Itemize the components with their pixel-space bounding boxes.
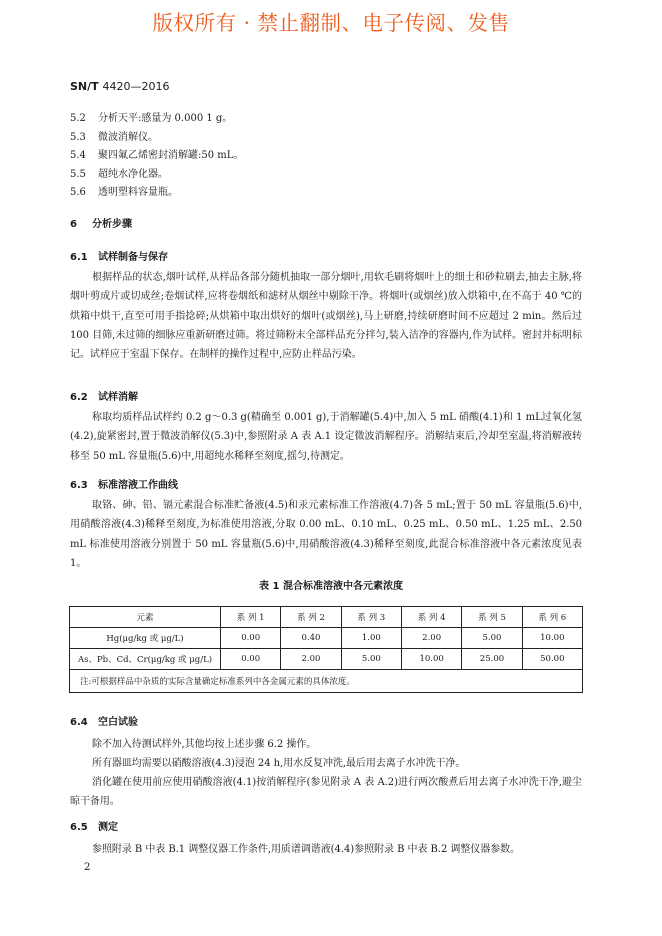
- table-cell: Hg(μg/kg 或 μg/L): [70, 628, 221, 649]
- header-cell: 系 列 5: [462, 607, 522, 628]
- table-1-caption: 表 1 混合标准溶液中各元素浓度: [259, 581, 403, 592]
- section-title: 分析步骤: [92, 219, 132, 230]
- item-text: 超纯水净化器。: [98, 168, 168, 180]
- section-6-3-heading: [70, 476, 178, 491]
- section-title: 试样制备与保存: [98, 252, 168, 263]
- section-number: 6: [70, 219, 77, 230]
- header-cell: 系 列 4: [401, 607, 461, 628]
- item-text: 聚四氟乙烯密封消解罐:50 mL。: [98, 150, 244, 161]
- section-6-2-heading: [70, 388, 138, 403]
- section-6-5-text: 参照附录 B 中表 B.1 调整仪器工作条件,用质谱调谐液(4.4)参照附录 B 中表 B.2 调整仪器参数。: [92, 844, 521, 855]
- table-cell: 0.00: [221, 628, 281, 649]
- header-cell: 系 列 1: [221, 607, 281, 628]
- section-number: 6.2: [70, 392, 88, 403]
- section-6-heading: [70, 215, 132, 230]
- table-cell: 25.00: [462, 649, 522, 670]
- header-cell: 系 列 3: [341, 607, 401, 628]
- section-number: 6.5: [70, 822, 88, 833]
- section-6-1-text: 根据样品的状态,烟叶试样,从样品各部分随机抽取一部分烟叶,用软毛刷将烟叶上的细土和砂粒刷去,抽去主脉,将烟叶剪成片或切成丝;卷烟试样,应将卷烟纸和滤材从烟丝中剔除干净。将烟叶(或烟丝)放入烘箱中,在不高于 40 ℃的烘箱中烘干,直至可用手指捻碎;从烘箱中取出烘好的烟叶(或烟丝),马上研磨,持续研磨时间不应超过 2 min。然后过 100 目筛,未过筛的细脉应重新研磨过筛。将过筛粉末全部样品充分拌匀,装入洁净的容器内,作为试样。密封并标明标记。试样应于室温下保存。在制样的操作过程中,应防止样品污染。: [70, 272, 582, 361]
- table-cell: 5.00: [341, 649, 401, 670]
- table-cell: 0.00: [221, 649, 281, 670]
- standard-prefix: SN/T: [70, 80, 99, 93]
- equipment-item: [70, 147, 243, 166]
- table-note-row: [70, 670, 583, 693]
- table-row: [70, 649, 583, 670]
- copyright-watermark: 版权所有 · 禁止翻制、电子传阅、发售: [152, 11, 510, 35]
- section-6-4-heading: [70, 713, 138, 728]
- item-number: 5.5: [70, 168, 86, 180]
- section-number: 6.1: [70, 252, 88, 263]
- header-cell: 系 列 2: [281, 607, 341, 628]
- equipment-item: [70, 110, 243, 129]
- item-number: 5.4: [70, 150, 86, 161]
- table-cell: As、Pb、Cd、Cr(μg/kg 或 μg/L): [70, 649, 221, 670]
- section-6-4-text-1: 除不加入待测试样外,其他均按上述步骤 6.2 操作。: [92, 739, 317, 750]
- section-6-1-heading: [70, 248, 168, 263]
- item-number: 5.2: [70, 113, 86, 124]
- section-title: 空白试验: [98, 717, 138, 728]
- equipment-item: [70, 166, 243, 185]
- section-title: 试样消解: [98, 392, 138, 403]
- equipment-item: [70, 184, 243, 203]
- item-number: 5.6: [70, 187, 86, 198]
- section-6-3-text: 取铬、砷、铅、镉元素混合标准贮备液(4.5)和汞元素标准工作溶液(4.7)各 5 mL;置于 50 mL 容量瓶(5.6)中,用硝酸溶液(4.3)稀释至刻度,为标准使用溶液,分取 0.00 mL、0.10 mL、0.25 mL、0.50 mL、1.25 mL、2.50 mL 标准使用溶液分别置于 50 mL 容量瓶(5.6)中,用硝酸溶液(4.3)稀释至刻度,此混合标准溶液中各元素浓度见表 1。: [70, 500, 582, 569]
- section-title: 标准溶液工作曲线: [98, 480, 178, 491]
- table-cell: 1.00: [341, 628, 401, 649]
- section-6-5-heading: [70, 818, 118, 833]
- table-cell: 2.00: [401, 628, 461, 649]
- table-cell: 2.00: [281, 649, 341, 670]
- equipment-list: [70, 110, 243, 203]
- item-text: 分析天平:感量为 0.000 1 g。: [98, 113, 233, 124]
- section-title: 测定: [98, 822, 118, 833]
- standard-year-number: 4420—2016: [102, 80, 170, 93]
- header-cell: 系 列 6: [522, 607, 582, 628]
- section-6-2-text: 称取均质样品试样约 0.2 g～0.3 g(精确至 0.001 g),于消解罐(5.4)中,加入 5 mL 硝酸(4.1)和 1 mL过氧化氢(4.2),旋紧密封,置于微波消解仪(5.3)中,参照附录 A 表 A.1 设定微波消解程序。消解结束后,冷却至室温,将消解液转移至 50 mL 容量瓶(5.6)中,用超纯水稀释至刻度,摇匀,待测定。: [70, 412, 582, 462]
- standard-number: [70, 80, 170, 93]
- table-cell: 10.00: [401, 649, 461, 670]
- table-cell: 5.00: [462, 628, 522, 649]
- section-6-4-text-2: 所有器皿均需要以硝酸溶液(4.3)浸泡 24 h,用水反复冲洗,最后用去离子水冲洗干净。: [92, 758, 466, 769]
- header-cell: 元素: [70, 607, 221, 628]
- page-number: 2: [84, 862, 91, 873]
- section-number: 6.3: [70, 480, 88, 491]
- item-text: 微波消解仪。: [98, 131, 158, 143]
- section-number: 6.4: [70, 717, 88, 728]
- section-6-4-text-3: 消化罐在使用前应使用硝酸溶液(4.1)按消解程序(参见附录 A 表 A.2)进行两次酸煮后用去离子水冲洗干净,避尘晾干备用。: [70, 777, 582, 808]
- concentration-table: [69, 606, 583, 693]
- equipment-item: [70, 129, 243, 148]
- table-note: 注:可根据样品中杂质的实际含量确定标准系列中各金属元素的具体浓度。: [70, 670, 583, 693]
- table-cell: 50.00: [522, 649, 582, 670]
- table-row: [70, 628, 583, 649]
- table-cell: 0.40: [281, 628, 341, 649]
- item-text: 透明塑料容量瓶。: [98, 187, 178, 198]
- table-header-row: [70, 607, 583, 628]
- item-number: 5.3: [70, 131, 86, 143]
- table-cell: 10.00: [522, 628, 582, 649]
